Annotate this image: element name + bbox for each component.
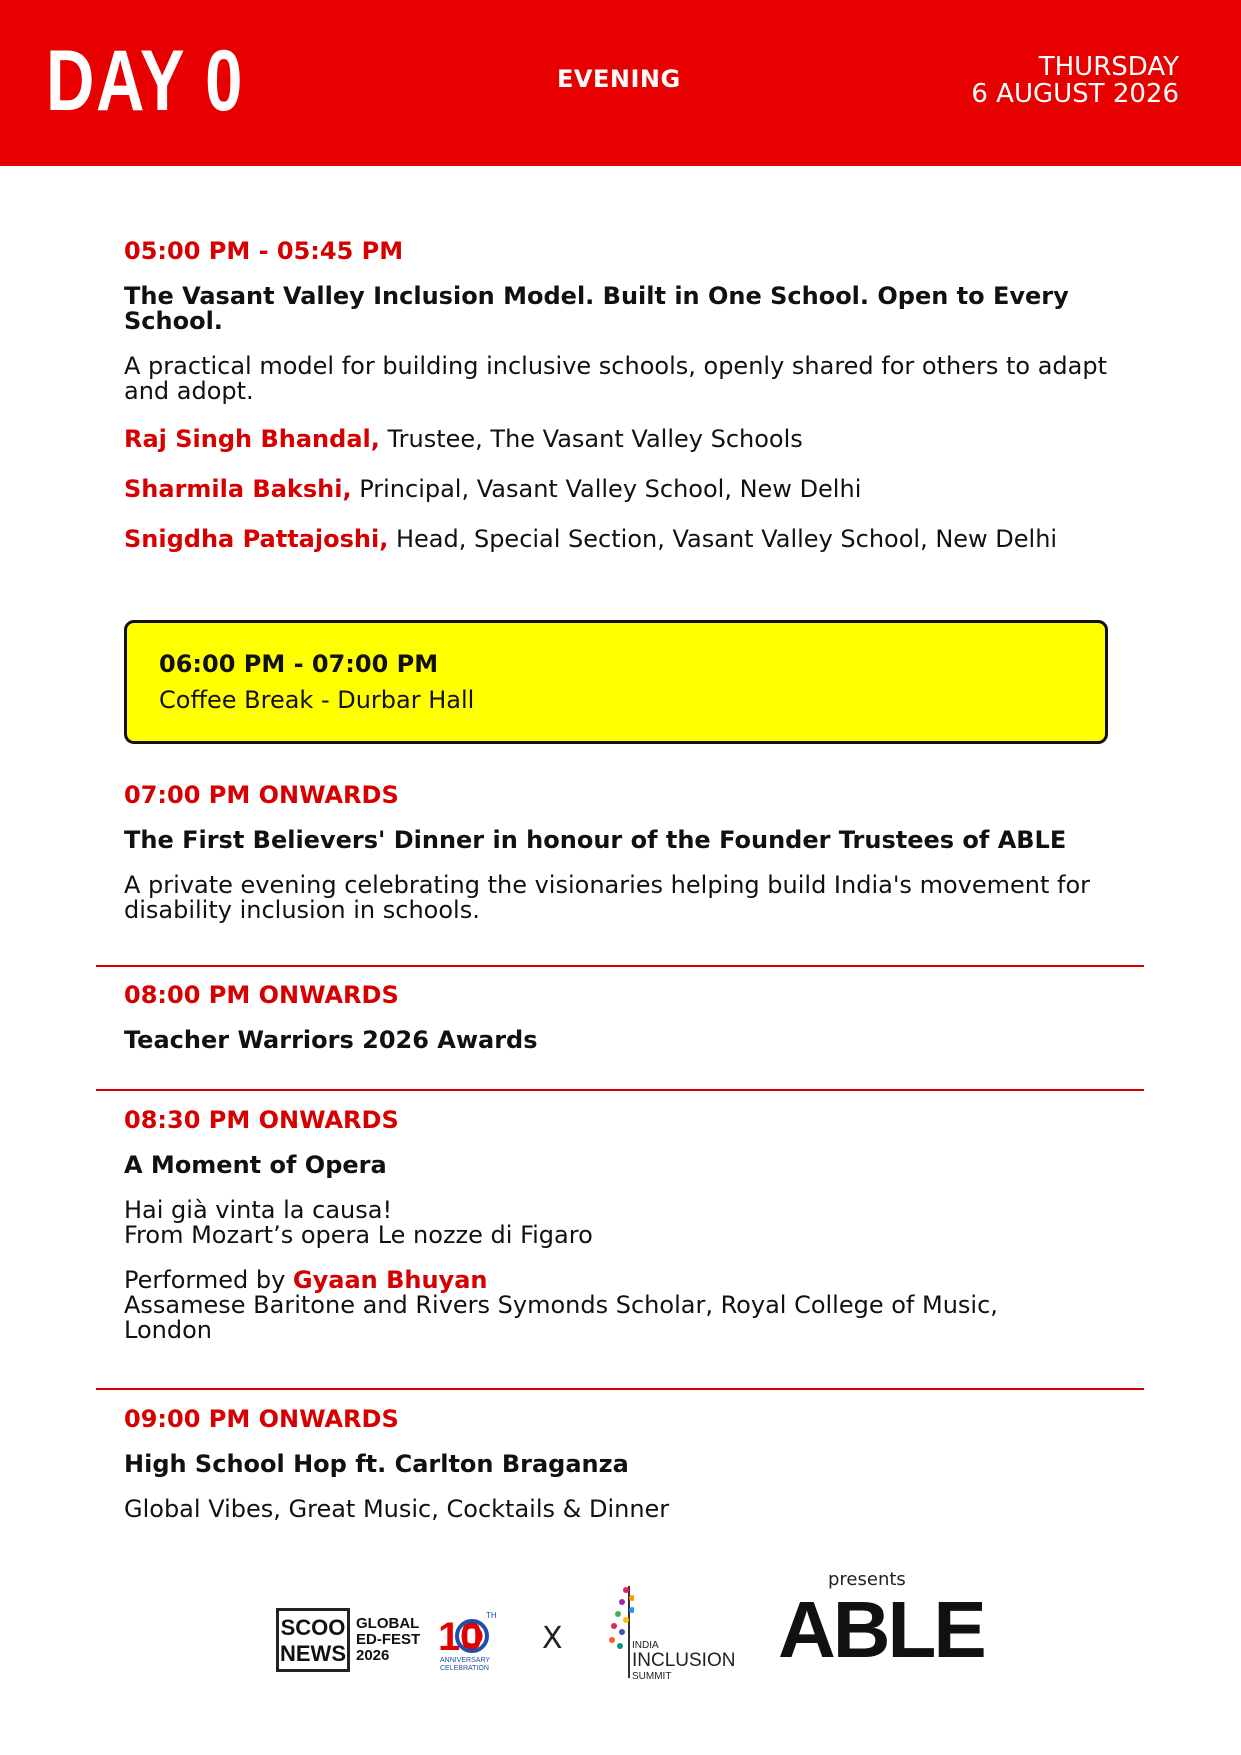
- session-title: A Moment of Opera: [124, 1151, 387, 1179]
- aria-source: From Mozart’s opera Le nozze di Figaro: [124, 1221, 593, 1249]
- speaker-role: Head, Special Section, Vasant Valley School, New Delhi: [388, 525, 1058, 553]
- break-label: Coffee Break - Durbar Hall: [159, 686, 475, 714]
- day-title: DAY 0: [46, 33, 245, 129]
- session-description: Global Vibes, Great Music, Cocktails & Dinner: [124, 1495, 670, 1523]
- divider: [96, 1388, 1144, 1390]
- india-inclusion-summit-text: [632, 1640, 735, 1682]
- speaker-3: [124, 524, 1134, 554]
- speaker-2: [124, 474, 1134, 504]
- performed-by-line: [124, 1268, 1134, 1293]
- speaker-name: Sharmila Bakshi,: [124, 475, 352, 503]
- header-banner: [0, 0, 1241, 166]
- session-time: 07:00 PM ONWARDS: [124, 781, 399, 809]
- session-2: [124, 780, 1134, 923]
- ten-suffix: TH: [486, 1611, 497, 1620]
- session-time: 05:00 PM - 05:45 PM: [124, 237, 404, 265]
- speaker-name: Snigdha Pattajoshi,: [124, 525, 389, 553]
- session-description: A private evening celebrating the visionaries helping build India's movement for disability inclusion in schools.: [124, 871, 1090, 924]
- session-label: EVENING: [557, 65, 681, 93]
- opera-aria: [124, 1198, 1134, 1248]
- anniversary-text: ANNIVERSARY: [440, 1657, 491, 1664]
- presents-label: presents: [828, 1569, 906, 1590]
- iis-summit: SUMMIT: [632, 1671, 672, 1682]
- fest-line-2: ED-FEST: [356, 1631, 421, 1648]
- date-block: [971, 54, 1179, 108]
- performed-prefix: Performed by: [124, 1266, 293, 1294]
- session-time: 08:30 PM ONWARDS: [124, 1106, 399, 1134]
- aria-title: Hai già vinta la causa!: [124, 1196, 393, 1224]
- session-1: [124, 236, 1134, 554]
- collaboration-x: X: [542, 1621, 563, 1656]
- scoo-text: SCOO: [280, 1615, 346, 1640]
- session-5: [124, 1404, 1134, 1522]
- event-date: 6 AUGUST 2026: [971, 79, 1179, 109]
- iis-inclusion: INCLUSION: [632, 1650, 736, 1671]
- performer-description: Assamese Baritone and Rivers Symonds Scholar, Royal College of Music, London: [124, 1291, 998, 1344]
- session-title: The First Believers' Dinner in honour of the Founder Trustees of ABLE: [124, 826, 1067, 854]
- performer-block: [124, 1268, 1134, 1343]
- session-time: 09:00 PM ONWARDS: [124, 1405, 399, 1433]
- celebration-text: CELEBRATION: [440, 1665, 489, 1672]
- fest-line-1: GLOBAL: [356, 1615, 420, 1632]
- india-inclusion-summit-tree-icon: [604, 1578, 634, 1682]
- news-text: NEWS: [280, 1641, 346, 1666]
- tenth-anniversary-logo: [436, 1608, 500, 1676]
- ten-number: 10: [438, 1615, 483, 1659]
- session-description: A practical model for building inclusive schools, openly shared for others to adapt and adopt.: [124, 352, 1108, 405]
- session-3: [124, 980, 1134, 1053]
- speaker-role: Principal, Vasant Valley School, New Delhi: [351, 475, 862, 503]
- break-time: 06:00 PM - 07:00 PM: [159, 650, 439, 678]
- session-time: 08:00 PM ONWARDS: [124, 981, 399, 1009]
- session-title: High School Hop ft. Carlton Braganza: [124, 1450, 629, 1478]
- iis-india: INDIA: [632, 1640, 659, 1651]
- speaker-1: [124, 424, 1134, 454]
- divider: [96, 965, 1144, 967]
- coffee-break-box: [124, 620, 1108, 744]
- weekday: THURSDAY: [1038, 52, 1179, 82]
- global-edfest-logo: [356, 1616, 420, 1664]
- speaker-name: Raj Singh Bhandal,: [124, 425, 380, 453]
- performer-name: Gyaan Bhuyan: [292, 1266, 488, 1294]
- footer-logos: [0, 1560, 1241, 1680]
- session-4: [124, 1105, 1134, 1343]
- session-title: The Vasant Valley Inclusion Model. Built in One School. Open to Every School.: [124, 282, 1069, 335]
- able-logo: ABLE: [778, 1585, 984, 1674]
- fest-line-3: 2026: [356, 1647, 390, 1664]
- divider: [96, 1089, 1144, 1091]
- anniversary-emblem-icon: [436, 1608, 500, 1672]
- speaker-role: Trustee, The Vasant Valley Schools: [379, 425, 803, 453]
- session-title: Teacher Warriors 2026 Awards: [124, 1026, 538, 1054]
- scoonews-logo: [276, 1608, 350, 1672]
